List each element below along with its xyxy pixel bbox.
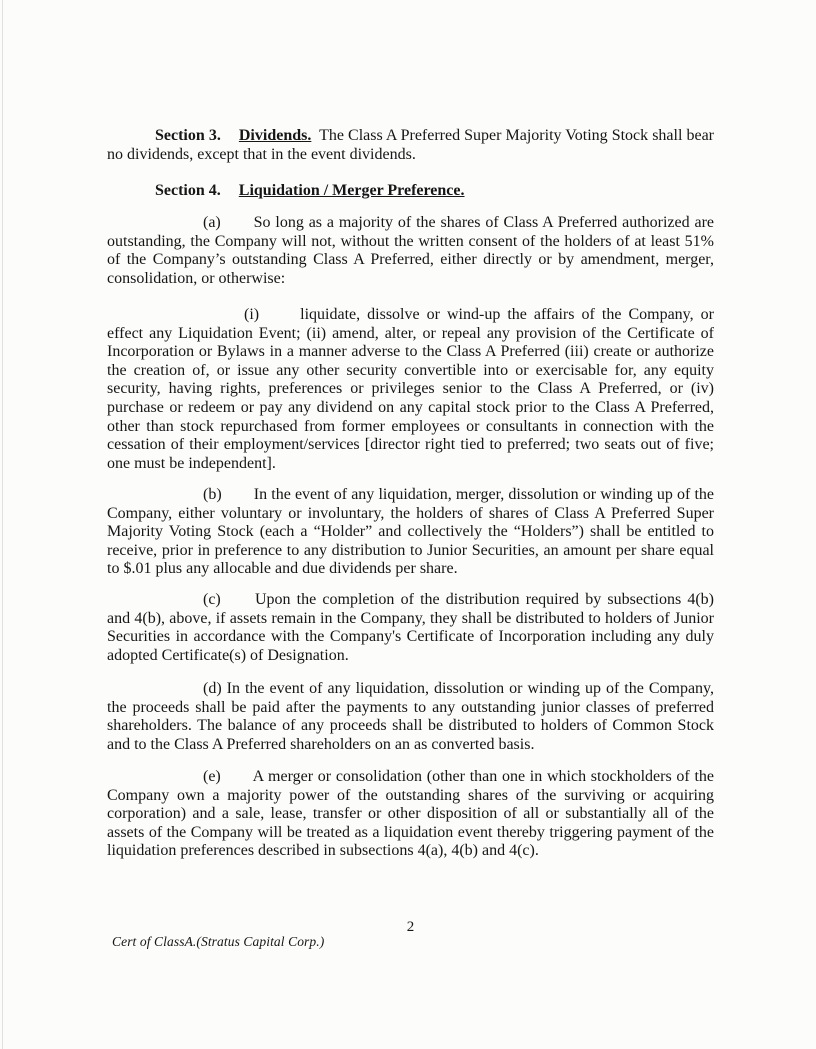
paragraph-b-text: In the event of any liquidation, merger, dissolution or winding up of the Company, either voluntary or involuntary, the holders of shares of Class A Preferred Super Majority Voting Stock (each a “Holder” and collectively the “Holders”) shall be entitled to receive, prior in preference to any distribution to Junior Securities, an amount per share equal to $.01 plus any allocable and due dividends per share. xyxy=(107,486,714,578)
paragraph-b-marker: (b) xyxy=(203,486,222,503)
paragraph-d-marker: (d) xyxy=(203,680,222,697)
paragraph-i-marker: (i) xyxy=(244,306,260,323)
paragraph-i xyxy=(107,306,714,473)
paragraph-i-text: liquidate, dissolve or wind-up the affairs of the Company, or effect any Liquidation Event; (ii) amend, alter, or repeal any provision of the Certificate of Incorporation or Bylaws in a manner adverse to the Class A Preferred (iii) create or authorize the creation of, or issue any other security convertible into or exercisable for, any equity security, having rights, preferences or privileges senior to the Class A Preferred, or (iv) purchase or redeem or pay any dividend on any capital stock prior to the Class A Preferred, other than stock repurchased from former employees or consultants in connection with the cessation of their employment/services [director right tied to preferred; two seats out of five; one must be independent]. xyxy=(107,306,714,472)
paragraph-e xyxy=(107,768,714,861)
section-3-label: Section 3. xyxy=(155,127,221,144)
section-4-heading xyxy=(107,182,714,201)
scan-edge-artifact xyxy=(2,0,3,1049)
paragraph-a-text: So long as a majority of the shares of Class A Preferred authorized are outstanding, the Company will not, without the written consent of the holders of at least 51% of the Company’s outstanding Class A Preferred, either directly or by amendment, merger, consolidation, or otherwise: xyxy=(107,214,714,287)
footer-note: Cert of ClassA.(Stratus Capital Corp.) xyxy=(112,934,325,949)
paragraph-b xyxy=(107,486,714,579)
section-3-title: Dividends. xyxy=(238,127,312,144)
paragraph-a xyxy=(107,214,714,288)
page-number: 2 xyxy=(406,919,415,935)
paragraph-c-marker: (c) xyxy=(203,591,221,608)
paragraph-a-marker: (a) xyxy=(203,214,221,231)
section-4-title: Liquidation / Merger Preference. xyxy=(238,182,465,199)
paragraph-e-marker: (e) xyxy=(203,768,221,785)
section-3-body: The Class A Preferred Super Majority Voting Stock shall bear no dividends, except that in the event dividends. xyxy=(107,127,714,163)
paragraph-c xyxy=(107,591,714,665)
paragraph-e-text: A merger or consolidation (other than one in which stockholders of the Company own a majority power of the outstanding shares of the surviving or acquiring corporation) and a sale, lease, transfer or other disposition of all or substantially all of the assets of the Company will be treated as a liquidation event thereby triggering payment of the liquidation preferences described in subsections 4(a), 4(b) and 4(c). xyxy=(107,768,715,860)
section-4-label: Section 4. xyxy=(155,182,221,199)
section-3-paragraph xyxy=(107,127,714,164)
paragraph-d xyxy=(107,680,714,754)
paragraph-c-text: Upon the completion of the distribution required by subsections 4(b) and 4(b), above, if assets remain in the Company, they shall be distributed to holders of Junior Securities in accordance with the Company's Certificate of Incorporation including any duly adopted Certificate(s) of Designation. xyxy=(107,591,715,664)
paragraph-d-text: In the event of any liquidation, dissolution or winding up of the Company, the proceeds shall be paid after the payments to any outstanding junior classes of preferred shareholders. The balance of any proceeds shall be distributed to holders of Common Stock and to the Class A Preferred shareholders on an as converted basis. xyxy=(107,680,714,753)
